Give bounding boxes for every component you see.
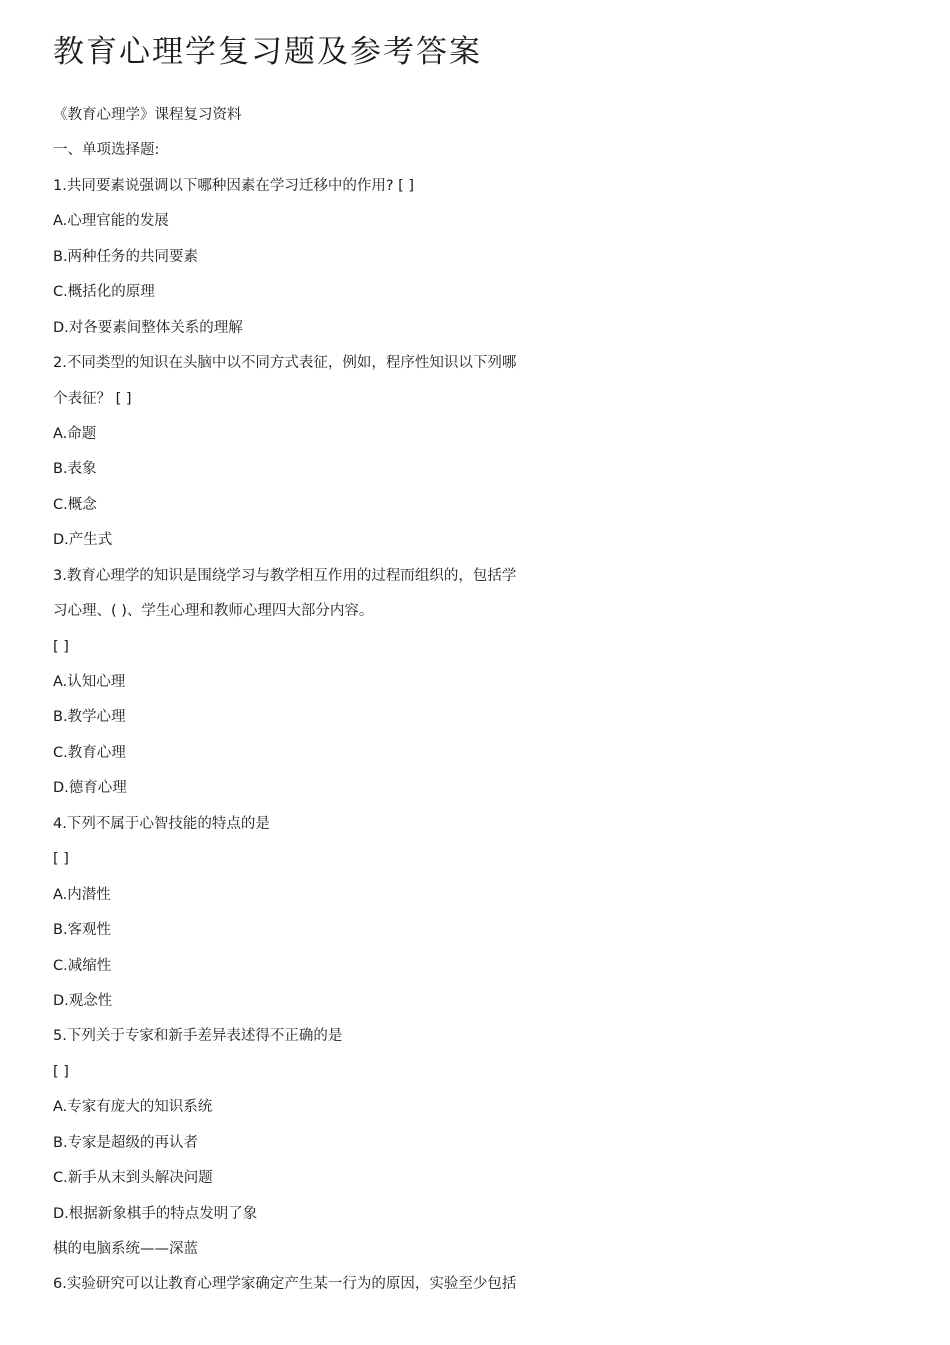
- text-line: 习心理、( )、学生心理和教师心理四大部分内容。: [53, 603, 374, 620]
- document-title: 教育心理学复习题及参考答案: [53, 34, 482, 70]
- text-line: [ ]: [53, 1063, 69, 1080]
- text-line: C.概括化的原理: [53, 284, 155, 301]
- text-line: D.产生式: [53, 532, 113, 549]
- text-line: 2.不同类型的知识在头脑中以不同方式表征，例如，程序性知识以下列哪: [53, 355, 517, 372]
- text-line: B.两种任务的共同要素: [53, 248, 199, 265]
- text-line: C.新手从末到头解决问题: [53, 1170, 213, 1187]
- text-line: B.表象: [53, 461, 97, 478]
- text-line: D.德育心理: [53, 780, 127, 797]
- text-line: [ ]: [53, 638, 69, 655]
- text-line: C.教育心理: [53, 744, 126, 761]
- text-line: A.专家有庞大的知识系统: [53, 1099, 213, 1116]
- text-line: [ ]: [53, 851, 69, 868]
- text-line: 1.共同要素说强调以下哪种因素在学习迁移中的作用? [ ]: [53, 177, 415, 194]
- text-line: B.客观性: [53, 922, 112, 939]
- text-line: 5.下列关于专家和新手差异表述得不正确的是: [53, 1028, 343, 1045]
- text-line: 6.实验研究可以让教育心理学家确定产生某一行为的原因，实验至少包括: [53, 1276, 517, 1293]
- text-line: D.对各要素间整体关系的理解: [53, 319, 243, 336]
- text-line: B.专家是超级的再认者: [53, 1134, 199, 1151]
- text-line: A.内潜性: [53, 886, 111, 903]
- text-line: D.根据新象棋手的特点发明了象: [53, 1205, 258, 1222]
- text-line: B.教学心理: [53, 709, 126, 726]
- text-line: 棋的电脑系统——深蓝: [53, 1241, 198, 1257]
- text-line: C.概念: [53, 496, 97, 513]
- text-line: D.观念性: [53, 992, 113, 1009]
- text-line: A.认知心理: [53, 674, 126, 690]
- text-line: A.命题: [53, 425, 97, 442]
- text-line: A.心理官能的发展: [53, 213, 169, 230]
- text-line: 4.下列不属于心智技能的特点的是: [53, 815, 270, 832]
- text-line: C.减缩性: [53, 957, 112, 974]
- text-line: 一、单项选择题:: [53, 142, 160, 159]
- text-line: 个表征？ [ ]: [53, 390, 132, 407]
- text-line: 3.教育心理学的知识是围绕学习与教学相互作用的过程而组织的，包括学: [53, 567, 517, 584]
- document-body: [53, 98, 613, 1303]
- text-line: 《教育心理学》课程复习资料: [53, 107, 242, 123]
